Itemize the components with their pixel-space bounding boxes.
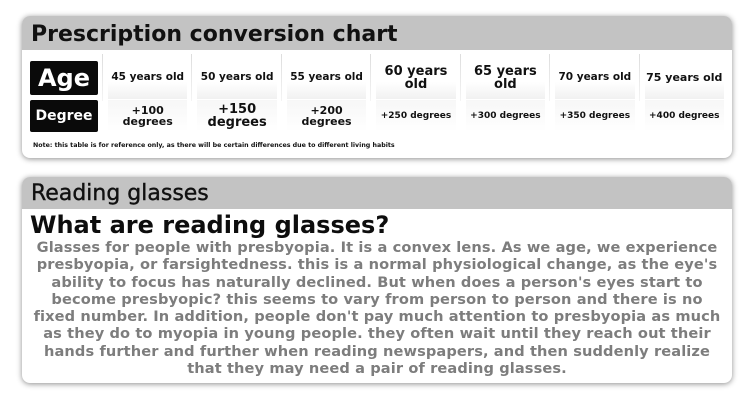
degree-cell: +100 degrees xyxy=(108,100,187,132)
reading-heading: What are reading glasses? xyxy=(30,211,390,239)
reading-section-title: Reading glasses xyxy=(22,177,732,209)
degree-row xyxy=(30,100,724,132)
age-cell: 75 years old xyxy=(645,56,724,99)
age-cell: 50 years old xyxy=(197,56,276,99)
age-cell: 55 years old xyxy=(287,56,366,99)
degree-cell: +200 degrees xyxy=(287,100,366,132)
age-cell: 60 years old xyxy=(376,56,455,99)
degree-cell: +150 degrees xyxy=(197,100,276,132)
degree-cell: +350 degrees xyxy=(555,100,634,132)
age-row xyxy=(30,56,724,99)
degree-cell: +250 degrees xyxy=(376,100,455,132)
degree-cell: +300 degrees xyxy=(466,100,545,132)
age-cell: 65 years old xyxy=(466,56,545,99)
age-label: Age xyxy=(30,61,98,95)
chart-title: Prescription conversion chart xyxy=(22,16,732,50)
degree-label: Degree xyxy=(30,100,98,132)
reading-glasses-card xyxy=(22,177,732,383)
age-cell: 45 years old xyxy=(108,56,187,99)
degree-cell: +400 degrees xyxy=(645,100,724,132)
chart-note: Note: this table is for reference only, as there will be certain differences due to different living habits xyxy=(33,142,395,149)
age-cell: 70 years old xyxy=(555,56,634,99)
reading-body-text: Glasses for people with presbyopia. It is a convex lens. As we age, we experience presbyopia, or farsightedness. this is a normal physiological change, as the eye's ability to focus has naturally declined. But when does a person's eyes start to become presbyopic? this seems to vary from person to person and there is no fixed number. In addition, people don't pay much attention to presbyopia as much as they do to myopia in young people. they often wait until they reach out their hands further and further when reading newspapers, and then suddenly realize that they may need a pair of reading glasses. xyxy=(33,239,721,378)
prescription-chart-card xyxy=(22,16,732,158)
